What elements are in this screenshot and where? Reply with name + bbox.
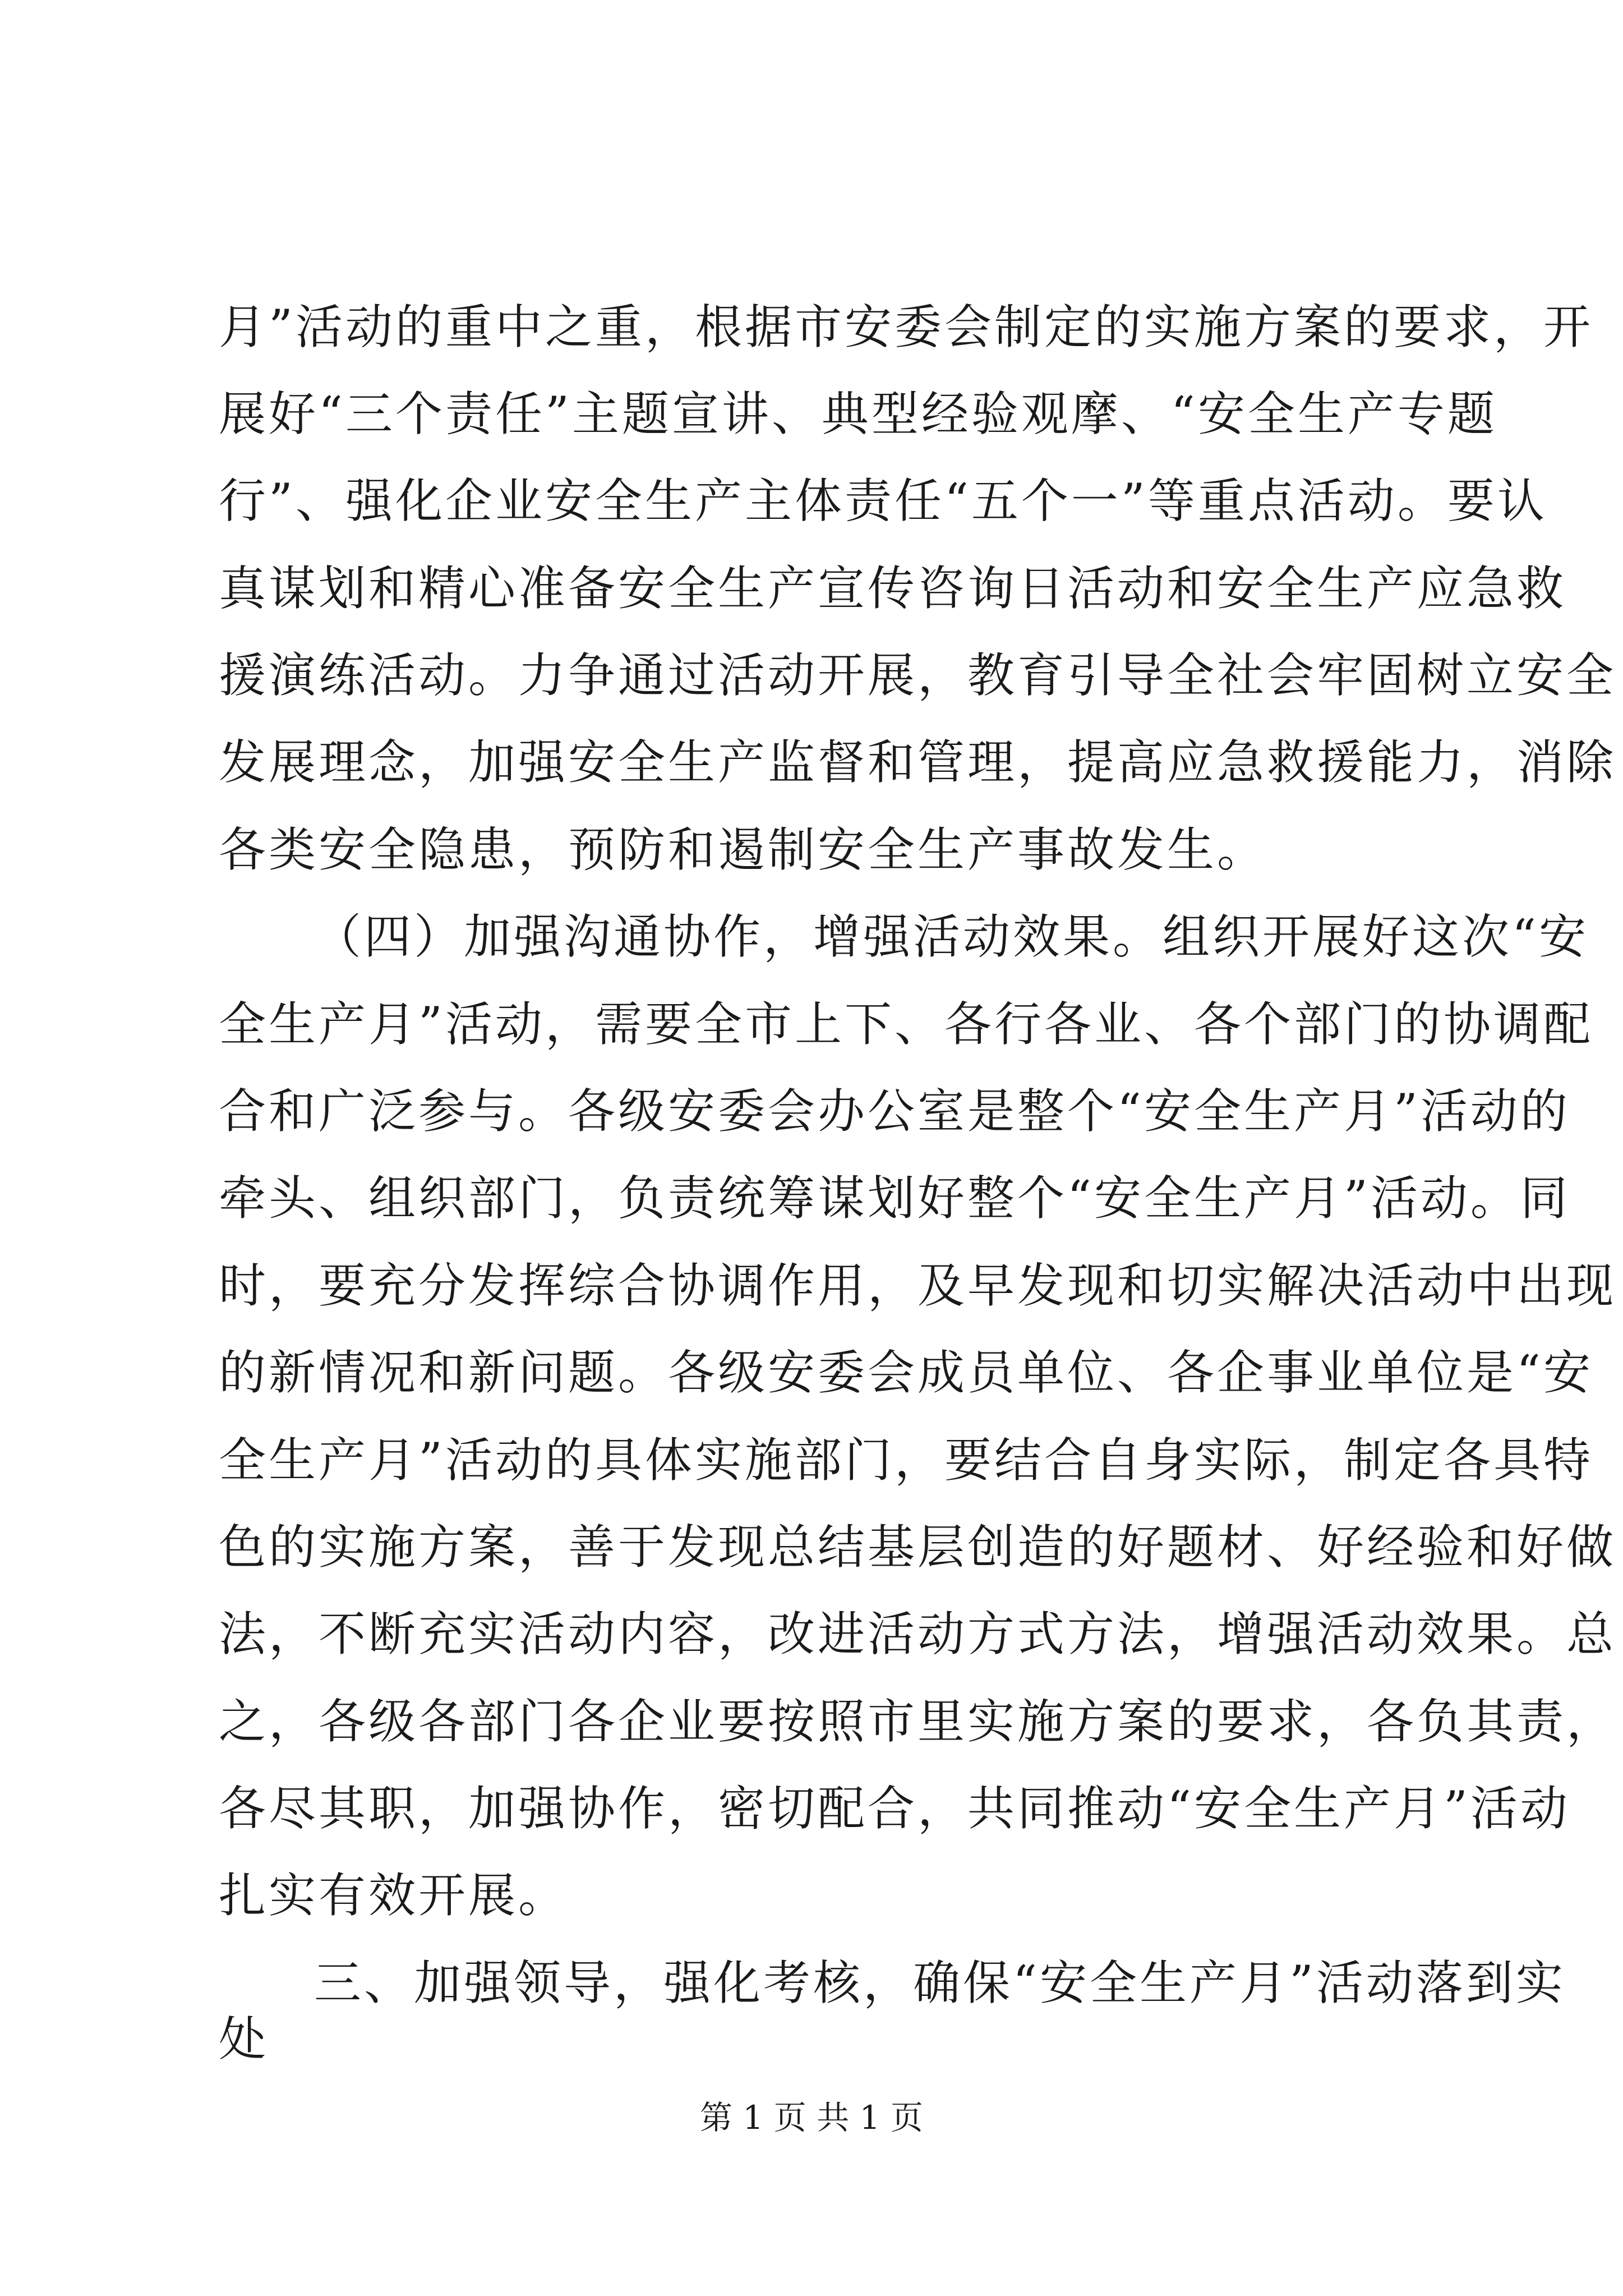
paragraph-line: 行”、强化企业安全生产主体责任“五个一”等重点活动。要认: [219, 473, 1547, 528]
paragraph-line: 色的实施方案，善于发现总结基层创造的好题材、好经验和好做: [219, 1520, 1617, 1575]
paragraph-line: 法，不断充实活动内容，改进活动方式方法，增强活动效果。总: [219, 1607, 1617, 1662]
paragraph-line: 发展理念，加强安全生产监督和管理，提高应急救援能力，消除: [219, 735, 1617, 790]
paragraph-line: 全生产月”活动，需要全市上下、各行各业、各个部门的协调配: [219, 997, 1593, 1052]
paragraph-line: 展好“三个责任”主题宣讲、典型经验观摩、“安全生产专题: [219, 386, 1497, 441]
paragraph-line: 时，要充分发挥综合协调作用，及早发现和切实解决活动中出现: [219, 1258, 1617, 1313]
paragraph-line: 牵头、组织部门，负责统筹谋划好整个“安全生产月”活动。同: [219, 1171, 1570, 1226]
paragraph-line: 之，各级各部门各企业要按照市里实施方案的要求，各负其责，: [219, 1694, 1617, 1749]
section-heading-line: （四）加强沟通协作，增强活动效果。组织开展好这次“安: [314, 909, 1589, 964]
section-heading-line: 处: [219, 2012, 269, 2067]
paragraph-line: 全生产月”活动的具体实施部门，要结合自身实际，制定各具特: [219, 1433, 1593, 1488]
paragraph-line: 合和广泛参与。各级安委会办公室是整个“安全生产月”活动的: [219, 1084, 1570, 1139]
page-footer: 第 1 页 共 1 页: [700, 2099, 923, 2137]
paragraph-line: 的新情况和新问题。各级安委会成员单位、各企事业单位是“安: [219, 1345, 1593, 1400]
paragraph-line: 各类安全隐患，预防和遏制安全生产事故发生。: [219, 822, 1267, 877]
section-heading-line: 三、加强领导，强化考核，确保“安全生产月”活动落到实: [314, 1955, 1566, 2010]
paragraph-line: 各尽其职，加强协作，密切配合，共同推动“安全生产月”活动: [219, 1781, 1570, 1836]
paragraph-line: 扎实有效开展。: [219, 1868, 569, 1923]
paragraph-line: 援演练活动。力争通过活动开展，教育引导全社会牢固树立安全: [219, 648, 1617, 703]
paragraph-line: 真谋划和精心准备安全生产宣传咨询日活动和安全生产应急救: [219, 561, 1567, 616]
paragraph-line: 月”活动的重中之重，根据市安委会制定的实施方案的要求，开: [219, 300, 1593, 355]
